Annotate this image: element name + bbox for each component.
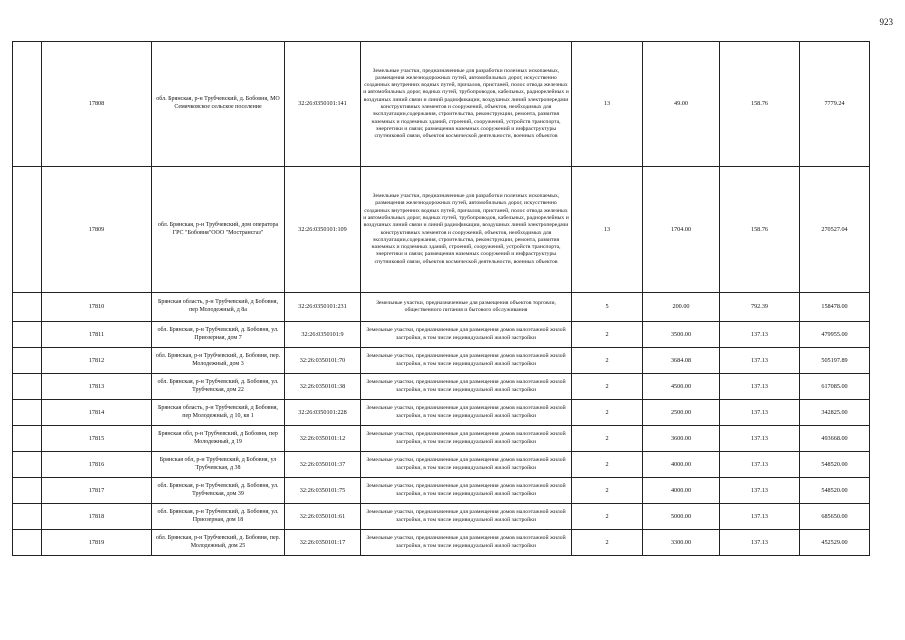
row-cadastral-value: 452529.00 bbox=[800, 530, 870, 556]
row-use-group: 2 bbox=[572, 530, 643, 556]
row-address: обл. Брянская, р-н Трубчевский, д. Бобовня, МО Семячковское сельское поселение bbox=[152, 42, 285, 167]
row-number: 17816 bbox=[42, 452, 152, 478]
row-land-use-purpose: Земельные участки, предназначенные для размещения домов малоэтажной жилой застройки, в том числе индивидуальной жилой застройки bbox=[361, 452, 572, 478]
row-address: обл. Брянская, р-н Трубчевский, д. Бобовня, пер. Молодежный, дом 25 bbox=[152, 530, 285, 556]
row-area: 3600.00 bbox=[643, 426, 720, 452]
row-blank-cell bbox=[13, 167, 42, 293]
row-number: 17814 bbox=[42, 400, 152, 426]
row-address: обл. Брянская, р-н Трубчевский, д. Бобовня, ул. Трубчевская, дом 39 bbox=[152, 478, 285, 504]
row-address: Брянская обл, р-н Трубчевский, д Бобовня, ул Трубчевская, д 38 bbox=[152, 452, 285, 478]
row-address: обл. Брянская, р-н Трубчевский, дом оператора ГРС "Бобовня"ООО "Мострансгаз" bbox=[152, 167, 285, 293]
row-use-group: 2 bbox=[572, 504, 643, 530]
row-specific-value: 137.13 bbox=[720, 530, 800, 556]
row-area: 5000.00 bbox=[643, 504, 720, 530]
row-land-use-purpose: Земельные участки, предназначенные для размещения домов малоэтажной жилой застройки, в том числе индивидуальной жилой застройки bbox=[361, 504, 572, 530]
row-cadastral-value: 158478.00 bbox=[800, 293, 870, 322]
row-address: обл. Брянская, р-н Трубчевский, д. Бобовня, ул. Приозерная, дом 18 bbox=[152, 504, 285, 530]
row-area: 49.00 bbox=[643, 42, 720, 167]
row-blank-cell bbox=[13, 478, 42, 504]
table-row bbox=[13, 167, 870, 293]
row-number: 17815 bbox=[42, 426, 152, 452]
table-row bbox=[13, 478, 870, 504]
row-cadastral-number: 32:26:0350101:70 bbox=[285, 348, 361, 374]
row-area: 200.00 bbox=[643, 293, 720, 322]
row-use-group: 2 bbox=[572, 478, 643, 504]
row-area: 1704.00 bbox=[643, 167, 720, 293]
row-land-use-purpose: Земельные участки, предназначенные для разработки полезных ископаемых, размещения железнодорожных путей, автомобильных дорог, искусственно созданных внутренних водных путей, причалов, пристаней, полос отвода железных и автомобильных дорог, водных путей, трубопроводов, кабельных, радиорелейных и воздушных линий связи и линий радиофикации, воздушных линий электропередачи конструктивных элементов и сооружений, объектов, необходимых для эксплуатации,содержания, строительства, реконструкции, ремонта, развития наземных и подземных зданий, строений, сооружений, устройств транспорта, энергетики и связи; размещения наземных сооружений и инфраструктуры спутниковой связи, объектов космической деятельности, военных объектов bbox=[361, 167, 572, 293]
row-cadastral-number: 32:26:0350101:141 bbox=[285, 42, 361, 167]
row-use-group: 2 bbox=[572, 426, 643, 452]
table-body bbox=[13, 42, 870, 556]
row-address: обл. Брянская, р-н Трубчевский, д. Бобовня, пер. Молодежный, дом 3 bbox=[152, 348, 285, 374]
row-area: 4000.00 bbox=[643, 478, 720, 504]
row-area: 3500.00 bbox=[643, 322, 720, 348]
row-number: 17818 bbox=[42, 504, 152, 530]
row-cadastral-value: 493668.00 bbox=[800, 426, 870, 452]
row-specific-value: 137.13 bbox=[720, 426, 800, 452]
row-use-group: 13 bbox=[572, 42, 643, 167]
row-use-group: 5 bbox=[572, 293, 643, 322]
row-specific-value: 158.76 bbox=[720, 167, 800, 293]
row-land-use-purpose: Земельные участки, предназначенные для размещения домов малоэтажной жилой застройки, в том числе индивидуальной жилой застройки bbox=[361, 322, 572, 348]
row-cadastral-value: 617085.00 bbox=[800, 374, 870, 400]
row-blank-cell bbox=[13, 322, 42, 348]
row-number: 17808 bbox=[42, 42, 152, 167]
row-land-use-purpose: Земельные участки, предназначенные для размещения домов малоэтажной жилой застройки, в том числе индивидуальной жилой застройки bbox=[361, 400, 572, 426]
row-use-group: 2 bbox=[572, 348, 643, 374]
row-cadastral-value: 479955.00 bbox=[800, 322, 870, 348]
table-row bbox=[13, 530, 870, 556]
row-land-use-purpose: Земельные участки, предназначенные для размещения домов малоэтажной жилой застройки, в том числе индивидуальной жилой застройки bbox=[361, 348, 572, 374]
row-number: 17809 bbox=[42, 167, 152, 293]
cadastral-registry-table bbox=[12, 41, 870, 556]
row-land-use-purpose: Земельные участки, предназначенные для размещения домов малоэтажной жилой застройки, в том числе индивидуальной жилой застройки bbox=[361, 530, 572, 556]
row-blank-cell bbox=[13, 426, 42, 452]
row-specific-value: 792.39 bbox=[720, 293, 800, 322]
row-specific-value: 137.13 bbox=[720, 452, 800, 478]
row-number: 17819 bbox=[42, 530, 152, 556]
row-cadastral-number: 32:26:0350101:61 bbox=[285, 504, 361, 530]
row-blank-cell bbox=[13, 348, 42, 374]
table-row bbox=[13, 504, 870, 530]
row-cadastral-number: 32:26:0350101:109 bbox=[285, 167, 361, 293]
row-use-group: 2 bbox=[572, 374, 643, 400]
row-cadastral-value: 505197.89 bbox=[800, 348, 870, 374]
row-area: 3684.08 bbox=[643, 348, 720, 374]
row-specific-value: 137.13 bbox=[720, 374, 800, 400]
table-row bbox=[13, 452, 870, 478]
row-blank-cell bbox=[13, 42, 42, 167]
page-number: 923 bbox=[879, 17, 893, 27]
row-land-use-purpose: Земельные участки, предназначенные для размещения объектов торговли, общественного питания и бытового обслуживания bbox=[361, 293, 572, 322]
row-specific-value: 137.13 bbox=[720, 322, 800, 348]
row-cadastral-number: 32:26:0350101:75 bbox=[285, 478, 361, 504]
row-number: 17817 bbox=[42, 478, 152, 504]
row-area: 2500.00 bbox=[643, 400, 720, 426]
row-cadastral-value: 685650.00 bbox=[800, 504, 870, 530]
table-row bbox=[13, 42, 870, 167]
row-land-use-purpose: Земельные участки, предназначенные для размещения домов малоэтажной жилой застройки, в том числе индивидуальной жилой застройки bbox=[361, 478, 572, 504]
row-specific-value: 137.13 bbox=[720, 478, 800, 504]
row-use-group: 2 bbox=[572, 452, 643, 478]
row-blank-cell bbox=[13, 452, 42, 478]
row-blank-cell bbox=[13, 504, 42, 530]
row-address: Брянская область, р-н Трубчевский, д Бобовня, пер Молодежный, д 10, кв 1 bbox=[152, 400, 285, 426]
row-cadastral-number: 32:26:0350101:9 bbox=[285, 322, 361, 348]
row-land-use-purpose: Земельные участки, предназначенные для размещения домов малоэтажной жилой застройки, в том числе индивидуальной жилой застройки bbox=[361, 426, 572, 452]
row-cadastral-number: 32:26:0350101:228 bbox=[285, 400, 361, 426]
row-specific-value: 158.76 bbox=[720, 42, 800, 167]
table-row bbox=[13, 374, 870, 400]
row-number: 17812 bbox=[42, 348, 152, 374]
row-number: 17813 bbox=[42, 374, 152, 400]
row-land-use-purpose: Земельные участки, предназначенные для разработки полезных ископаемых, размещения железнодорожных путей, автомобильных дорог, искусственно созданных внутренних водных путей, причалов, пристаней, полос отвода железных и автомобильных дорог, водных путей, трубопроводов, кабельных, радиорелейных и воздушных линий связи и линий радиофикации, воздушных линий электропередачи конструктивных элементов и сооружений, объектов, необходимых для эксплуатации,содержания, строительства, реконструкции, ремонта, развития наземных и подземных зданий, строений, сооружений, устройств транспорта, энергетики и связи; размещения наземных сооружений и инфраструктуры спутниковой связи, объектов космической деятельности, военных объектов bbox=[361, 42, 572, 167]
row-cadastral-number: 32:26:0350101:231 bbox=[285, 293, 361, 322]
row-blank-cell bbox=[13, 530, 42, 556]
row-specific-value: 137.13 bbox=[720, 504, 800, 530]
row-use-group: 13 bbox=[572, 167, 643, 293]
row-blank-cell bbox=[13, 400, 42, 426]
row-cadastral-number: 32:26:0350101:37 bbox=[285, 452, 361, 478]
row-address: обл. Брянская, р-н Трубчевский, д. Бобовня, ул. Приозерная, дом 7 bbox=[152, 322, 285, 348]
table-row bbox=[13, 293, 870, 322]
row-specific-value: 137.13 bbox=[720, 348, 800, 374]
table-row bbox=[13, 426, 870, 452]
row-cadastral-number: 32:26:0350101:17 bbox=[285, 530, 361, 556]
row-cadastral-number: 32:26:0350101:38 bbox=[285, 374, 361, 400]
row-number: 17811 bbox=[42, 322, 152, 348]
table-row bbox=[13, 400, 870, 426]
row-address: Брянская обл, р-н Трубчевский, д Бобовня, пер Молодежный, д 19 bbox=[152, 426, 285, 452]
row-land-use-purpose: Земельные участки, предназначенные для размещения домов малоэтажной жилой застройки, в том числе индивидуальной жилой застройки bbox=[361, 374, 572, 400]
row-use-group: 2 bbox=[572, 322, 643, 348]
row-cadastral-number: 32:26:0350101:12 bbox=[285, 426, 361, 452]
row-area: 4000.00 bbox=[643, 452, 720, 478]
table-row bbox=[13, 348, 870, 374]
row-blank-cell bbox=[13, 374, 42, 400]
row-cadastral-value: 548520.00 bbox=[800, 452, 870, 478]
row-cadastral-value: 342825.00 bbox=[800, 400, 870, 426]
row-area: 4500.00 bbox=[643, 374, 720, 400]
row-number: 17810 bbox=[42, 293, 152, 322]
row-cadastral-value: 548520.00 bbox=[800, 478, 870, 504]
row-address: обл. Брянская, р-н Трубчевский, д. Бобовня, ул. Трубчевская, дом 22 bbox=[152, 374, 285, 400]
row-area: 3300.00 bbox=[643, 530, 720, 556]
row-specific-value: 137.13 bbox=[720, 400, 800, 426]
row-use-group: 2 bbox=[572, 400, 643, 426]
table-row bbox=[13, 322, 870, 348]
row-blank-cell bbox=[13, 293, 42, 322]
row-address: Брянская область, р-н Трубчевский, д Бобовня, пер Молодежный, д 8а bbox=[152, 293, 285, 322]
row-cadastral-value: 270527.04 bbox=[800, 167, 870, 293]
row-cadastral-value: 7779.24 bbox=[800, 42, 870, 167]
